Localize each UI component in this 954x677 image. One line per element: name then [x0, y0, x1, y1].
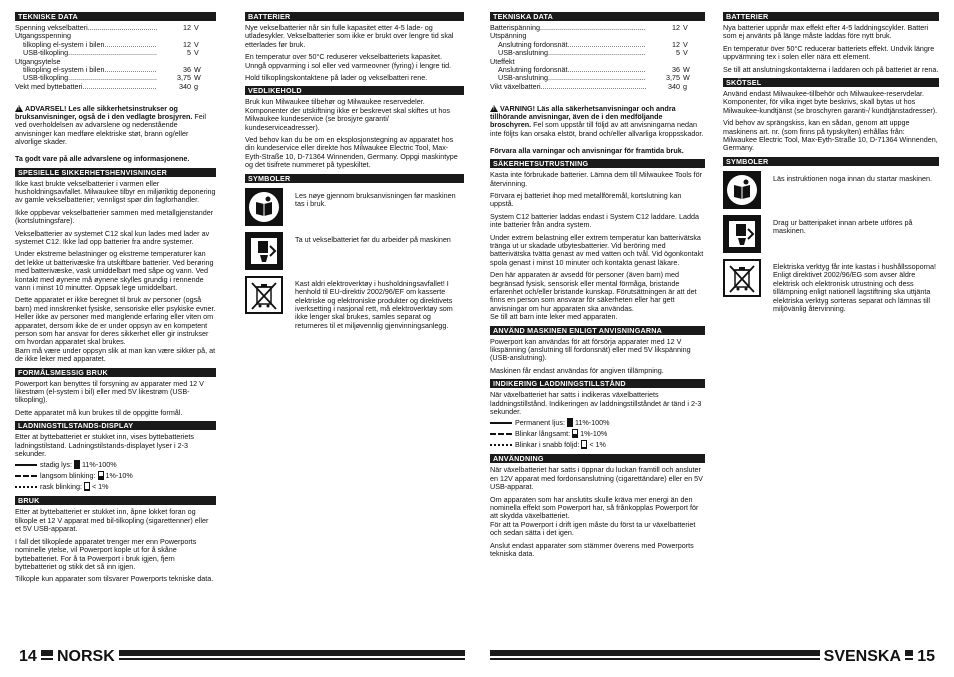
spec-value: 340: [179, 82, 191, 91]
spec-unit: V: [194, 40, 199, 49]
symbol-text: Drag ur batteripaket innan arbete utföres på maskinen.: [773, 217, 913, 236]
spec-unit: V: [683, 40, 688, 49]
battery-icon: [567, 418, 573, 427]
bruk-body: [15, 508, 216, 583]
paragraph: Ikke kast brukte vekselbatterier i varmen eller husholdningsavfallet. Milwaukee tilbyr en miljøriktig deponering av gamle vekselbatterier; vennligst spør din fagforhandler.: [15, 178, 216, 205]
spec-row: [15, 74, 216, 82]
weee-bin-icon: [245, 276, 283, 314]
charge-level-label: stadig lys:: [40, 459, 72, 469]
spec-label: Utgangsytelse: [15, 57, 61, 66]
spec-value: 340: [668, 82, 680, 91]
paragraph: Nye vekselbatterier når sin fulle kapasitet etter 4-5 lade- og utladesykler. Vekselbatterier som ikke er brukt over lengre tid skal etterlades før bruk.: [245, 23, 454, 49]
symbol-row: [245, 276, 464, 330]
spec-label: USB-tilkopling: [23, 49, 69, 58]
spec-unit: g: [194, 82, 198, 91]
led-pattern-line: [15, 464, 37, 466]
led-pattern-line: [490, 433, 512, 435]
left-column-2: [245, 12, 464, 336]
footer-right: [490, 648, 939, 666]
symbols-sv: [723, 171, 939, 313]
paragraph: Den här apparaten är avsedd för personer (även barn) med begränsad fysisk, sensorisk eller mental förmåga, bristande erfarenhet och/eller bristande kunskap. Förutsättningen är att det finns en person som ansvarar för säkerheten eller har gett anvisningar om hur apparaten ska användas. Se till att barn inte leker med apparaten.: [490, 270, 697, 322]
spec-value: 3,75: [666, 74, 680, 83]
spec-row: [490, 41, 705, 49]
warning-keep-sv: Förvara alla varningar och anvisningar för framtida bruk.: [490, 145, 684, 155]
paragraph: Dette apparatet må kun brukes til de oppgitte formål.: [15, 407, 183, 417]
batterier-body-sv: [723, 24, 939, 74]
section-header-vedlikehold: VEDLIKEHOLD: [245, 86, 464, 95]
spec-dots: [548, 74, 646, 82]
spec-row: [490, 24, 705, 32]
spec-label: tilkopling el-system i bilen: [23, 40, 105, 49]
warning-keep-no: Ta godt vare på alle advarslene og informasjonene.: [15, 154, 190, 164]
language-label-left: NORSK: [53, 648, 119, 666]
paragraph: I fall det tilkoplede apparatet trenger mer enn Powerports nominelle ytelse, vil Powerport kople ut for å skåne byttebatteriet. For å ta Powerport i bruk igjen, fjern byttebatteriet og stikk det så inn igjen.: [15, 536, 197, 571]
warning-text-no: Feil ved overholdelsen av advarslene og nedenstående anvisninger kan medføre elektriske støt, brann og/eller alvorlige skader.: [15, 112, 206, 147]
symbol-row: [723, 259, 939, 313]
right-column-1: [490, 12, 705, 563]
spec-label: tilkopling el-system i bilen: [23, 66, 105, 75]
spec-unit: W: [194, 66, 201, 75]
paragraph: En temperatur över 50°C reducerar batteriets effekt. Undvik längre uppvärmning tex i solen eller nära ett element.: [723, 43, 935, 62]
paragraph: En temperatur over 50°C reduserer vekselbatteriets kapasitet. Unngå oppvarming i sol eller ved varmeovner (fyring) i lengre tid.: [245, 52, 452, 70]
paragraph: Kasta inte förbrukade batterier. Lämna dem till Milwaukee Tools för återvinning.: [490, 170, 703, 188]
paragraph: Vekselbatterier av systemet C12 skal kun lades med lader av systemet C12. Ikke lad opp batterier fra andre systemer.: [15, 228, 210, 246]
read-manual-icon: [245, 188, 283, 226]
paragraph: Hold tilkoplingskontaktene på lader og vekselbatteri rene.: [245, 73, 428, 83]
symbol-row: [245, 188, 464, 226]
language-label-right: SVENSKA: [820, 648, 905, 666]
spec-label: Batterispänning: [490, 24, 540, 32]
paragraph: Använd endast Milwaukee-tillbehör och Milwaukee-reservdelar. Komponenter, för vilka inget byte beskrivs, skall bytas ut hos Milwaukee-kundtjänst (se broschyren garanti-/ kundtjänstadresser).: [723, 89, 938, 115]
spec-dots: [105, 41, 158, 49]
spec-row: [15, 24, 216, 32]
spec-label: Utgangsspenning: [15, 32, 71, 41]
spec-value: 36: [183, 66, 191, 75]
indikering-text: När växelbatteriet har satts i indikeras växelbatteriets laddningstillstånd. Indikeringen av laddningstillståndet är tänd i 2-3 sekunder.: [490, 390, 702, 417]
spec-row: [15, 49, 216, 57]
read-manual-icon: [723, 171, 761, 209]
charge-levels-sv: [490, 418, 705, 449]
spec-value: 12: [183, 24, 191, 32]
led-pattern-line: [490, 444, 512, 446]
left-column-1: [15, 12, 216, 588]
ladning-text: Etter at byttebatteriet er stukket inn, vises byttebatteriets ladningstilstand. Ladningstilstands-displayet lyser i 2-3 sekunder.: [15, 432, 194, 459]
spec-table-no: [15, 24, 216, 91]
charge-level-row: [15, 482, 216, 491]
section-header-sakerhet: SÄKERHETSUTRUSTNING: [490, 159, 705, 168]
charge-level-label: langsom blinking:: [40, 470, 96, 480]
section-header-ladning: LADNINGSTILSTANDS-DISPLAY: [15, 421, 216, 430]
spec-label: Vikt växelbatteri: [490, 82, 541, 91]
spec-value: 36: [672, 66, 680, 75]
spec-row: [15, 66, 216, 74]
spec-unit: W: [683, 74, 690, 83]
paragraph: Bruk kun Milwaukee tilbehør og Milwaukee reservedeler. Komponenter der utskiftning ikke er beskrevet skal skiftes ut hos Milwaukee kundeservice (se brosjyre garanti/ kundeserviceadresser).: [245, 97, 450, 132]
spec-row: [15, 58, 216, 66]
spec-value: 3,75: [177, 74, 191, 83]
paragraph: Powerport kan benyttes til forsyning av apparater med 12 V likestrøm (el-system i bil) eller med 5V likestrøm (USB-tilkopling).: [15, 378, 204, 405]
section-header-symboler-no: SYMBOLER: [245, 174, 464, 183]
section-header-batterier-no: BATTERIER: [245, 12, 464, 21]
spec-row: [15, 83, 216, 91]
charge-level-row: [490, 440, 705, 449]
paragraph: Under extrem belastning eller extrem temperatur kan batterivätska tränga ut ur skadade utbytesbatterier. Vid beröring med batterivätska tvätta genast av med vatten och tvål. Vid ögonkontakt spola genast i minst 10 minuter och kontakta genast läkare.: [490, 232, 704, 267]
charge-level-row: [490, 429, 705, 438]
charge-level-row: [15, 471, 216, 480]
footer-left: [15, 648, 465, 666]
remove-battery-icon: [723, 215, 761, 253]
charge-level-label: rask blinking:: [40, 481, 82, 491]
paragraph: När växelbatteriet har satts i öppnar du luckan framtill och ansluter en 12V apparat med fordonsanslutning (cigarettändare) eller en 5V USB-apparat.: [490, 465, 703, 492]
spec-unit: V: [194, 49, 199, 58]
symbol-text: Ta ut vekselbatteriet før du arbeider på maskinen: [295, 234, 451, 244]
symbol-text: Les nøye gjennom bruksanvisningen før maskinen tas i bruk.: [295, 190, 456, 209]
symbols-no: [245, 188, 464, 330]
skotsel-body: [723, 90, 939, 153]
spec-table-sv: [490, 24, 705, 91]
paragraph: Anslut endast apparater som stämmer överens med Powerports tekniska data.: [490, 540, 694, 559]
spec-label: USB-anslutning: [498, 74, 548, 83]
paragraph: Tilkople kun apparater som tilsvarer Powerports tekniske data.: [15, 574, 214, 584]
spec-row: [490, 49, 705, 57]
spec-unit: V: [194, 24, 199, 32]
led-pattern-line: [15, 486, 37, 488]
symbol-row: [245, 232, 464, 270]
section-header-anvand-enligt: ANVÄND MASKINEN ENLIGT ANVISNINGARNA: [490, 326, 705, 335]
spec-label: Vekt med byttebatteri: [15, 82, 83, 91]
charge-level-value: 1%-10%: [580, 428, 608, 438]
spec-dots: [568, 41, 646, 49]
section-header-tekniske-data: TEKNISKE DATA: [15, 12, 216, 21]
symbol-row: [723, 171, 939, 209]
spec-value: 5: [676, 49, 680, 58]
charge-levels-no: [15, 460, 216, 491]
charge-level-value: < 1%: [589, 439, 606, 449]
paragraph: Om apparaten som har anslutits skulle kräva mer energi än den nominella effekt som Powerport har, så frånkopplas Powerport för att skydda växelbatteriet. För att ta Powerport i drift igen måste du först ta ur växelbatteriet och sedan sätta i det igen.: [490, 494, 699, 538]
battery-icon: [581, 440, 587, 449]
warning-block-sv: [490, 96, 705, 155]
paragraph: Ikke oppbevar vekselbatterier sammen med metallgjenstander (kortslutningsfare).: [15, 207, 214, 226]
paragraph: Powerport kan användas för att försörja apparater med 12 V likspänning (anslutning till fordonsnät) eller med 5V likspänning (USB-anslutning).: [490, 336, 691, 363]
spec-row: [490, 58, 705, 66]
paragraph: Maskinen får endast användas för angiven tillämpning.: [490, 365, 664, 375]
paragraph: Dette apparatet er ikke beregnet til bruk av personer (også barn) med innskrenket fysiske, sensoriske eller psykiske evner. Heller ikke av personer med manglende erfaring eller viten om apparatet, dersom ikke de er under oppsyn av en kompetent person som har ansvar for deres sikkerhet eller gir instrukser om hvordan apparatet skal brukes. Barn må være under oppsyn slik at man kan være sikker på, at de ikke leker med apparatet.: [15, 295, 216, 364]
spec-dots: [83, 83, 157, 91]
paragraph: Under ekstreme belastninger og ekstreme temperaturer kan det lekke ut batterivæske fra utskiftbare batterier. Ved berøring med batterivæske, vask umiddelbart med såpe og vann. Ved kontakt med øynene må øynene skylles grundig i rennende vann i minst 10 minutter. Oppsøk lege umiddelbart.: [15, 249, 214, 292]
spec-dots: [540, 24, 646, 32]
section-header-indikering: INDIKERING LADDNINGSTILLSTÅND: [490, 379, 705, 388]
spec-dots: [548, 49, 646, 57]
charge-level-label: Permanent ljus:: [515, 417, 565, 427]
spec-row: [490, 66, 705, 74]
spec-unit: W: [683, 66, 690, 75]
spec-dots: [88, 24, 157, 32]
spec-value: 5: [187, 49, 191, 58]
spec-label: Anslutning fordonsnät: [498, 40, 568, 49]
symbol-text: Elektriska verktyg får inte kastas i hushållssoporna! Enligt direktivet 2002/96/EG som avser äldre elektrisk och elektronisk utrustning och dess tillämpning enligt nationell lagstiftning ska uttjänta elektriska verktyg sorteras separat och lämnas till miljövänlig återvinning.: [773, 261, 936, 313]
anvand-enligt-body: [490, 338, 705, 376]
batterier-body-no: [245, 24, 464, 82]
formal-body: [15, 380, 216, 418]
charge-level-value: 11%-100%: [574, 417, 610, 427]
spec-value: 12: [672, 24, 680, 32]
weee-bin-icon: [723, 259, 761, 297]
charge-level-value: 11%-100%: [81, 459, 117, 469]
paragraph: Etter at byttebatteriet er stukket inn, åpne lokket foran og tilkople et 12 V apparat med bil-tilkopling (sigarettenner) eller et 5V USB-apparat.: [15, 507, 209, 534]
section-header-spesielle: SPESIELLE SIKKERHETSHENVISNINGER: [15, 168, 216, 177]
spec-label: USB-tilkopling: [23, 74, 69, 83]
spec-row: [490, 74, 705, 82]
spec-unit: V: [683, 49, 688, 58]
spec-unit: g: [683, 82, 687, 91]
spec-value: 12: [183, 40, 191, 49]
section-header-anvandning: ANVÄNDNING: [490, 454, 705, 463]
paragraph: Nya batterier uppnår max effekt efter 4-5 laddningscykler. Batteri som ej använts på länge måste laddas före nytt bruk.: [723, 23, 929, 41]
spec-dots: [68, 49, 157, 57]
charge-level-label: Blinkar i snabb följd:: [515, 439, 580, 449]
battery-icon: [74, 460, 80, 469]
symbol-text: Läs instruktionen noga innan du startar maskinen.: [773, 173, 933, 183]
paragraph: Förvara ej batteriet ihop med metallföremål, kortslutning kan uppstå.: [490, 190, 682, 209]
spec-unit: V: [683, 24, 688, 32]
anvandning-body: [490, 466, 705, 558]
charge-level-row: [15, 460, 216, 469]
section-header-formal: FORMÅLSMESSIG BRUK: [15, 368, 216, 377]
right-column-2: [723, 12, 939, 319]
spec-label: Utspänning: [490, 32, 527, 41]
warning-text-sv: Fel som uppstår till följd av att anvisningarna nedan inte följts kan orsaka elstöt, brand och/eller allvarliga kroppsskador.: [490, 120, 704, 138]
warning-bold-sv: VARNING! Läs alla säkerhetsanvisningar och andra tillhörande anvisningar, även de i den medföljande broschyren.: [490, 103, 676, 130]
spec-dots: [541, 83, 646, 91]
remove-battery-icon: [245, 232, 283, 270]
charge-level-label: Blinkar långsamt:: [515, 428, 571, 438]
spec-label: Uteffekt: [490, 57, 515, 66]
charge-level-row: [490, 418, 705, 427]
sakerhet-body: [490, 171, 705, 322]
warning-triangle-icon: [15, 105, 23, 112]
charge-level-value: 1%-10%: [105, 470, 133, 480]
section-header-skotsel: SKÖTSEL: [723, 78, 939, 87]
section-header-tekniska-data: TEKNISKA DATA: [490, 12, 705, 21]
spec-dots: [568, 66, 646, 74]
spec-unit: W: [194, 74, 201, 83]
spec-row: [15, 32, 216, 40]
page-number-right: 15: [913, 648, 939, 666]
spec-row: [490, 32, 705, 40]
paragraph: System C12 batterier laddas endast i System C12 laddare. Ladda inte batterier från andra system.: [490, 211, 699, 230]
spesielle-body: [15, 180, 216, 364]
led-pattern-line: [15, 475, 37, 477]
warning-bold-no: ADVARSEL! Les alle sikkerhetsinstrukser og bruksanvisninger, også de i den vedlagte brosjyren.: [15, 103, 193, 122]
spec-label: USB-anslutning: [498, 49, 548, 58]
spec-dots: [105, 66, 158, 74]
spec-label: Spenning vekselbatteri: [15, 24, 88, 32]
paragraph: Ved behov kan du be om en eksplosjonstegning av apparatet hos din kundeservice eller direkte hos Milwaukee Electric Tool, Max-Eyth-Straße 10, D-71364 Winnenden, Germany. Oppgi maskintype og det tisifrete nummeret på typeskiltet.: [245, 135, 458, 170]
section-header-batterier-sv: BATTERIER: [723, 12, 939, 21]
section-header-symboler-sv: SYMBOLER: [723, 157, 939, 166]
section-header-bruk: BRUK: [15, 496, 216, 505]
warning-triangle-icon: [490, 105, 498, 112]
spec-row: [15, 41, 216, 49]
charge-level-value: < 1%: [91, 481, 109, 491]
page-number-left: 14: [15, 648, 41, 666]
led-pattern-line: [490, 422, 512, 424]
battery-icon: [84, 482, 90, 491]
symbol-row: [723, 215, 939, 253]
spec-label: Anslutning fordonsnät: [498, 66, 568, 75]
battery-icon: [98, 471, 104, 480]
symbol-text: Kast aldri elektroverktøy i husholdningsavfallet! I henhold til EU-direktiv 2002/96/EF om kasserte elektriske og elektroniske produkter og direktivets iverksetting i nasjonal rett, må elektroverktøy som ikke lenger skal brukes, samles separat og returneres til et miljøvennlig gjenvinningsanlegg.: [295, 278, 453, 330]
spec-value: 12: [672, 40, 680, 49]
spec-row: [490, 83, 705, 91]
warning-block-no: [15, 96, 216, 163]
battery-icon: [572, 429, 578, 438]
spec-dots: [68, 74, 157, 82]
paragraph: Se till att anslutningskontakterna i laddaren och på batteriet är rena.: [723, 64, 939, 74]
vedlikehold-body: [245, 98, 464, 169]
paragraph: Vid behov av sprängskiss, kan en sådan, genom att uppge maskinens art. nr. (som finns på typskylten) erhållas från: Milwaukee Electric Tool, Max-Eyth-Straße 10, D-71364 Winnenden, Germany.: [723, 118, 938, 153]
